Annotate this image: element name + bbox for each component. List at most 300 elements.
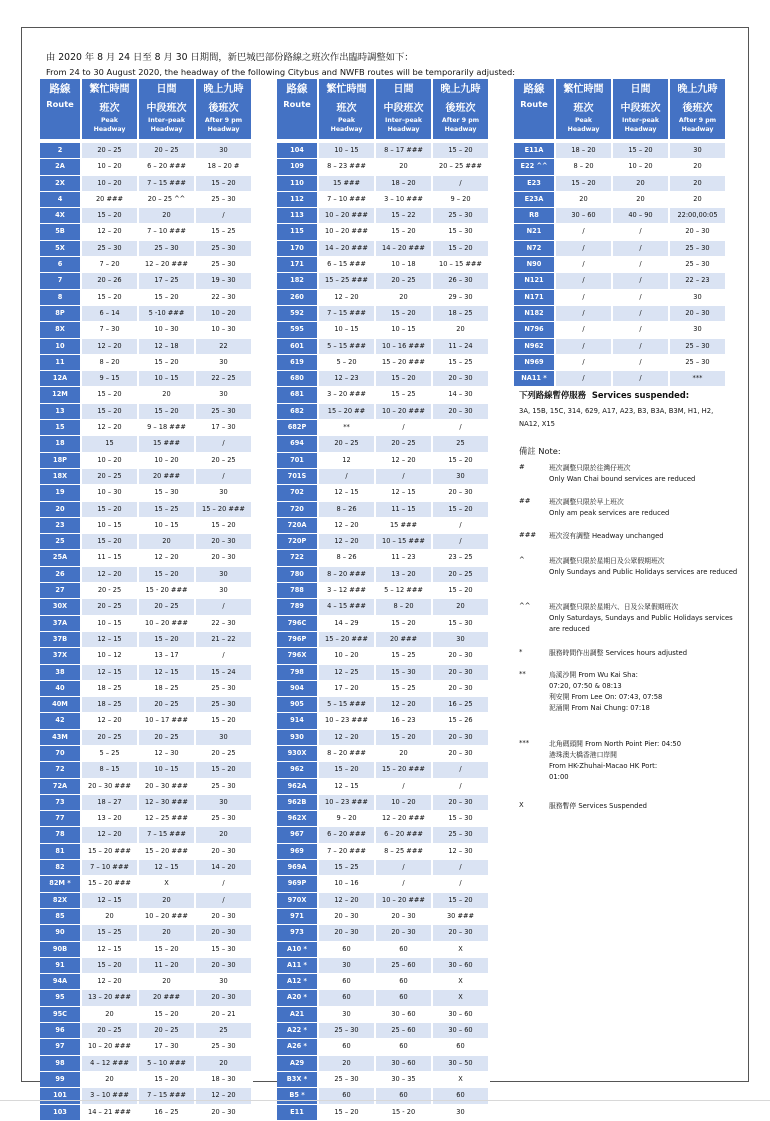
- route-cell: 701: [277, 453, 319, 469]
- table-row: [277, 404, 490, 420]
- route-cell: 20: [40, 502, 82, 518]
- headway-cell: 30: [196, 974, 253, 990]
- headway-cell: 14 – 20: [196, 860, 253, 876]
- headway-cell: 20: [139, 534, 196, 550]
- route-cell: 18X: [40, 469, 82, 485]
- headway-cell: 10 – 23 ###: [319, 713, 376, 729]
- route-cell: 30X: [40, 599, 82, 615]
- headway-cell: 10 – 20 ###: [82, 1039, 139, 1055]
- headway-cell: 8 – 15: [82, 762, 139, 778]
- note-line: Only Saturdays, Sundays and Public Holidays services are reduced: [549, 614, 733, 633]
- table-row: [40, 371, 253, 387]
- headway-cell: 20 – 25: [139, 599, 196, 615]
- route-cell: 969A: [277, 860, 319, 876]
- headway-cell: X: [433, 990, 490, 1006]
- headway-cell: 14 – 29: [319, 616, 376, 632]
- route-cell: 905: [277, 697, 319, 713]
- headway-cell: 20 – 30: [433, 371, 490, 387]
- route-cell: 595: [277, 322, 319, 338]
- headway-cell: /: [376, 860, 433, 876]
- headway-cell: 15 – 25: [319, 860, 376, 876]
- headway-cell: 30 – 60: [376, 1056, 433, 1072]
- headway-cell: 20 – 25: [196, 453, 253, 469]
- table-row: [40, 827, 253, 843]
- route-cell: 26: [40, 567, 82, 583]
- table-row: [40, 762, 253, 778]
- headway-cell: 60: [319, 1039, 376, 1055]
- headway-cell: 60: [376, 974, 433, 990]
- headway-cell: 21 – 22: [196, 632, 253, 648]
- night-header-zh1: 晚上九時: [440, 84, 481, 95]
- route-cell: 6: [40, 257, 82, 273]
- headway-cell: 15 - 20 ###: [139, 583, 196, 599]
- headway-cell: 10 – 15: [139, 371, 196, 387]
- headway-cell: 20: [319, 1056, 376, 1072]
- headway-cell: 3 – 20 ###: [319, 387, 376, 403]
- route-cell: 23: [40, 518, 82, 534]
- night-header: [433, 79, 490, 139]
- note-body: [549, 556, 739, 578]
- inter-header-en2: Headway: [624, 125, 657, 133]
- table-row: [40, 387, 253, 403]
- route-cell: 82X: [40, 893, 82, 909]
- headway-cell: 15: [82, 436, 139, 452]
- headway-cell: 15 – 20: [196, 518, 253, 534]
- note-line: 北角碼頭開 From North Point Pier: 04:50: [549, 740, 682, 748]
- headway-cell: 30 – 35: [376, 1072, 433, 1088]
- header-zh: 由 2020 年 8 月 24 日至 8 月 30 日期間，新巴城巴部份路線之班次作出臨時調整如下：: [46, 52, 414, 63]
- inter-header-zh1: 日間: [156, 84, 177, 95]
- headway-cell: 15 – 20 ###: [82, 876, 139, 892]
- route-cell: 37X: [40, 648, 82, 664]
- route-cell: 971: [277, 909, 319, 925]
- headway-cell: 26 – 30: [433, 273, 490, 289]
- peak-header-zh1: 繁忙時間: [563, 84, 604, 95]
- headway-cell: 22 – 30: [196, 290, 253, 306]
- headway-cell: 5 -10 ###: [139, 306, 196, 322]
- route-cell: 82M *: [40, 876, 82, 892]
- route-cell: 680: [277, 371, 319, 387]
- peak-header-en2: Headway: [93, 125, 126, 133]
- route-cell: 694: [277, 436, 319, 452]
- headway-cell: 12 – 15: [82, 632, 139, 648]
- headway-cell: 15 ###: [139, 436, 196, 452]
- route-cell: A21: [277, 1007, 319, 1023]
- route-cell: B5 *: [277, 1088, 319, 1104]
- note-symbol: ***: [519, 739, 530, 747]
- headway-cell: 20 – 30: [196, 990, 253, 1006]
- headway-cell: 12 – 30: [433, 844, 490, 860]
- headway-cell: 25 – 30: [196, 192, 253, 208]
- headway-cell: 15 – 30: [433, 811, 490, 827]
- headway-cell: 16 – 25: [433, 697, 490, 713]
- table-row: [40, 273, 253, 289]
- headway-cell: 20 – 30: [196, 844, 253, 860]
- headway-cell: 20 – 25 ###: [433, 159, 490, 175]
- headway-cell: 12 – 20: [319, 290, 376, 306]
- table-row: [40, 648, 253, 664]
- headway-cell: 10 – 30: [139, 322, 196, 338]
- table-row: [277, 241, 490, 257]
- headway-cell: 15 – 20: [319, 762, 376, 778]
- headway-cell: 15 – 20: [196, 713, 253, 729]
- headway-cell: 18 – 30: [196, 1072, 253, 1088]
- headway-cell: 10 – 20: [82, 453, 139, 469]
- peak-header: [82, 79, 139, 139]
- headway-table-2: [277, 79, 490, 1121]
- night-header-zh2: 後班次: [682, 103, 713, 114]
- headway-cell: 15 – 20: [376, 306, 433, 322]
- headway-cell: 20 – 30: [376, 909, 433, 925]
- night-header-zh2: 後班次: [208, 103, 239, 114]
- headway-cell: 12 – 15: [139, 860, 196, 876]
- table-row: [277, 1072, 490, 1088]
- table-row: [40, 876, 253, 892]
- route-cell: 722: [277, 550, 319, 566]
- route-cell: 72: [40, 762, 82, 778]
- headway-cell: 25 – 30: [139, 241, 196, 257]
- headway-cell: /: [196, 876, 253, 892]
- headway-cell: 15 ###: [319, 176, 376, 192]
- table-row: [277, 665, 490, 681]
- route-cell: 96: [40, 1023, 82, 1039]
- table-row: [40, 925, 253, 941]
- headway-cell: 20 ###: [139, 469, 196, 485]
- table-row: [40, 730, 253, 746]
- table-row: [40, 143, 253, 159]
- route-header: [277, 79, 319, 139]
- route-cell: 702: [277, 485, 319, 501]
- table-row: [40, 518, 253, 534]
- headway-cell: 20: [82, 909, 139, 925]
- inter-header-zh2: 中段班次: [146, 103, 187, 114]
- table-row: [40, 632, 253, 648]
- headway-cell: 30: [196, 795, 253, 811]
- route-cell: A12 *: [277, 974, 319, 990]
- headway-cell: 12 – 25: [319, 665, 376, 681]
- note-symbol: ^^: [519, 602, 531, 610]
- headway-cell: 20 ###: [139, 990, 196, 1006]
- inter-header-en1: Inter–peak: [385, 117, 422, 124]
- route-cell: 601: [277, 339, 319, 355]
- headway-cell: 25: [196, 1023, 253, 1039]
- headway-cell: 15 – 20 ###: [139, 844, 196, 860]
- headway-cell: 15 – 20: [319, 1105, 376, 1121]
- headway-cell: 60: [376, 1039, 433, 1055]
- headway-cell: 16 – 25: [139, 1105, 196, 1121]
- headway-cell: 15 – 20 ###: [319, 632, 376, 648]
- note-line: 班次調整只限於星期日及公眾假期班次: [549, 557, 665, 565]
- route-cell: 592: [277, 306, 319, 322]
- table-row: [40, 290, 253, 306]
- table-row: [277, 159, 490, 175]
- route-cell: 681: [277, 387, 319, 403]
- headway-cell: 15 – 20: [433, 241, 490, 257]
- headway-cell: X: [433, 942, 490, 958]
- headway-cell: /: [613, 306, 670, 322]
- headway-cell: 10 – 17 ###: [139, 713, 196, 729]
- peak-header-zh2: 班次: [99, 103, 120, 114]
- headway-cell: 10 – 20: [139, 453, 196, 469]
- note-line: Only am peak services are reduced: [549, 509, 670, 517]
- peak-header-en1: Peak: [100, 117, 119, 124]
- headway-cell: 8 – 20: [376, 599, 433, 615]
- route-cell: 40M: [40, 697, 82, 713]
- headway-cell: 15 – 20: [433, 583, 490, 599]
- table-row: [40, 176, 253, 192]
- headway-cell: 10 – 20 ###: [139, 909, 196, 925]
- table-row: [40, 583, 253, 599]
- headway-cell: 8 – 20 ###: [319, 567, 376, 583]
- headway-cell: 10 – 15: [376, 322, 433, 338]
- headway-cell: /: [376, 469, 433, 485]
- headway-cell: 20 – 30: [319, 909, 376, 925]
- headway-cell: 30 – 60: [433, 1007, 490, 1023]
- table-row: [40, 1072, 253, 1088]
- headway-cell: 15 – 20: [433, 893, 490, 909]
- route-header-en: Route: [283, 99, 311, 109]
- headway-cell: 20 – 26: [82, 273, 139, 289]
- table-row: [277, 469, 490, 485]
- table-row: [277, 909, 490, 925]
- headway-cell: 18 – 20: [376, 176, 433, 192]
- headway-cell: 12 – 20: [319, 518, 376, 534]
- route-cell: 973: [277, 925, 319, 941]
- table-row: [277, 273, 490, 289]
- peak-header-zh2: 班次: [336, 103, 357, 114]
- headway-cell: 11 – 15: [82, 550, 139, 566]
- headway-cell: /: [196, 208, 253, 224]
- headway-cell: 12 – 20: [319, 893, 376, 909]
- headway-cell: 18 – 25: [433, 306, 490, 322]
- table-row: [40, 1056, 253, 1072]
- table-row: [277, 387, 490, 403]
- headway-cell: 4 – 12 ###: [82, 1056, 139, 1072]
- route-cell: A26 *: [277, 1039, 319, 1055]
- route-cell: 682: [277, 404, 319, 420]
- headway-cell: 30: [196, 387, 253, 403]
- headway-cell: 9 – 20: [433, 192, 490, 208]
- headway-cell: 10 – 20 ###: [139, 616, 196, 632]
- route-cell: 789: [277, 599, 319, 615]
- headway-cell: 15 – 22: [376, 208, 433, 224]
- headway-cell: 16 – 23: [376, 713, 433, 729]
- note-line: 班次調整只限於星期六、日及公眾假期班次: [549, 603, 679, 611]
- route-cell: N171: [514, 290, 556, 306]
- headway-cell: 3 – 10 ###: [376, 192, 433, 208]
- route-cell: 8P: [40, 306, 82, 322]
- table-row: [40, 893, 253, 909]
- headway-cell: 9 – 15: [82, 371, 139, 387]
- notes-title: 備註 Note:: [519, 446, 561, 456]
- table-row: [277, 550, 490, 566]
- headway-cell: /: [613, 290, 670, 306]
- headway-cell: 20: [670, 159, 727, 175]
- headway-cell: 12 – 20: [82, 827, 139, 843]
- route-cell: 43M: [40, 730, 82, 746]
- headway-cell: 20: [433, 322, 490, 338]
- peak-header-zh2: 班次: [573, 103, 594, 114]
- peak-header: [556, 79, 613, 139]
- headway-cell: 5 – 12 ###: [376, 583, 433, 599]
- route-cell: 94A: [40, 974, 82, 990]
- headway-cell: 60: [433, 1088, 490, 1104]
- headway-cell: 20: [376, 159, 433, 175]
- route-cell: 962B: [277, 795, 319, 811]
- table-row: [514, 224, 727, 240]
- route-cell: 98: [40, 1056, 82, 1072]
- table-row: [514, 241, 727, 257]
- route-cell: 796C: [277, 616, 319, 632]
- headway-cell: 6 – 20 ###: [319, 827, 376, 843]
- headway-cell: 12 – 15: [82, 893, 139, 909]
- route-cell: 930X: [277, 746, 319, 762]
- route-cell: 962X: [277, 811, 319, 827]
- headway-cell: 10 – 15: [82, 616, 139, 632]
- headway-cell: /: [196, 648, 253, 664]
- headway-cell: 10 – 18: [376, 257, 433, 273]
- inter-header: [139, 79, 196, 139]
- note-line: 班次沒有調整 Headway unchanged: [549, 532, 664, 540]
- headway-cell: 10 – 15: [139, 518, 196, 534]
- route-cell: E23: [514, 176, 556, 192]
- headway-cell: 15 – 20 ###: [376, 762, 433, 778]
- table-row: [40, 1088, 253, 1104]
- table-row: [40, 159, 253, 175]
- note-symbol: #: [519, 463, 525, 471]
- route-cell: 930: [277, 730, 319, 746]
- headway-cell: /: [376, 876, 433, 892]
- headway-cell: 25 – 60: [376, 958, 433, 974]
- headway-cell: 12 – 30 ###: [139, 795, 196, 811]
- table-row: [40, 420, 253, 436]
- headway-cell: 15 – 20: [139, 567, 196, 583]
- headway-cell: 15 – 20: [433, 143, 490, 159]
- note-line: 服務時間作出調整 Services hours adjusted: [549, 649, 688, 657]
- table-row: [277, 762, 490, 778]
- route-cell: 2X: [40, 176, 82, 192]
- headway-cell: 7 – 10 ###: [319, 192, 376, 208]
- headway-cell: 10 – 16: [319, 876, 376, 892]
- night-header-en1: After 9 pm: [678, 117, 717, 124]
- route-cell: 720A: [277, 518, 319, 534]
- table-row: [514, 306, 727, 322]
- route-cell: 109: [277, 159, 319, 175]
- suspended-list: 3A, 15B, 15C, 314, 629, A17, A23, B3, B3A, B3M, H1, H2, NA12, X15: [519, 407, 714, 428]
- table-row: [277, 730, 490, 746]
- headway-cell: 20 – 30: [433, 730, 490, 746]
- headway-cell: 17 – 25: [139, 273, 196, 289]
- route-cell: 37A: [40, 616, 82, 632]
- headway-cell: 15 – 26: [433, 713, 490, 729]
- route-cell: E23A: [514, 192, 556, 208]
- headway-cell: 12 – 20 ###: [139, 257, 196, 273]
- headway-cell: 7 – 30: [82, 322, 139, 338]
- headway-cell: 15 – 25: [376, 648, 433, 664]
- headway-cell: 23 – 25: [433, 550, 490, 566]
- route-cell: 19: [40, 485, 82, 501]
- headway-cell: 6 – 15 ###: [319, 257, 376, 273]
- note-body: [549, 531, 739, 542]
- headway-cell: 15 – 20: [139, 632, 196, 648]
- route-cell: 38: [40, 665, 82, 681]
- headway-cell: 30: [196, 583, 253, 599]
- route-cell: 969: [277, 844, 319, 860]
- route-cell: 914: [277, 713, 319, 729]
- table-row: [277, 1007, 490, 1023]
- route-cell: 8: [40, 290, 82, 306]
- headway-cell: 20: [376, 746, 433, 762]
- table-row: [277, 420, 490, 436]
- table-row: [40, 257, 253, 273]
- headway-cell: 20 – 30: [670, 224, 727, 240]
- inter-header-en1: Inter–peak: [622, 117, 659, 124]
- table-row: [277, 534, 490, 550]
- table-row: [277, 990, 490, 1006]
- table-row: [40, 681, 253, 697]
- night-header-en2: Headway: [681, 125, 714, 133]
- route-cell: 82: [40, 860, 82, 876]
- headway-cell: 25 – 60: [376, 1023, 433, 1039]
- table-row: [40, 502, 253, 518]
- headway-cell: 12 – 20: [82, 567, 139, 583]
- route-cell: 18: [40, 436, 82, 452]
- headway-cell: 20 – 30: [433, 648, 490, 664]
- headway-cell: 15 – 25: [376, 387, 433, 403]
- table-row: [40, 909, 253, 925]
- route-cell: 85: [40, 909, 82, 925]
- table-row: [277, 713, 490, 729]
- headway-cell: 20 – 25: [82, 730, 139, 746]
- headway-cell: 20 – 30: [670, 306, 727, 322]
- headway-cell: 20 – 30: [433, 485, 490, 501]
- headway-cell: 11 – 20: [139, 958, 196, 974]
- headway-cell: 20 – 25 ^^: [139, 192, 196, 208]
- headway-cell: 30 – 60: [376, 1007, 433, 1023]
- headway-cell: 20 – 30: [319, 925, 376, 941]
- headway-cell: 12 – 15: [82, 942, 139, 958]
- headway-table-3: [514, 79, 727, 387]
- headway-cell: 15 – 20: [139, 1007, 196, 1023]
- note-line: 港珠澳大橋香港口岸開: [549, 751, 617, 759]
- headway-cell: 12 – 20: [82, 420, 139, 436]
- table-row: [40, 339, 253, 355]
- table-row: [40, 811, 253, 827]
- note-line: 班次調整只限於往灣仔班次: [549, 464, 631, 472]
- table-row: [40, 192, 253, 208]
- route-cell: 967: [277, 827, 319, 843]
- route-cell: 112: [277, 192, 319, 208]
- headway-cell: /: [613, 339, 670, 355]
- headway-cell: 25 – 30: [319, 1023, 376, 1039]
- headway-cell: 14 – 21 ###: [82, 1105, 139, 1121]
- headway-cell: 12 – 20 ###: [376, 811, 433, 827]
- headway-cell: 15 – 20: [139, 290, 196, 306]
- headway-cell: 18 – 20 #: [196, 159, 253, 175]
- headway-cell: 25 – 30: [196, 1039, 253, 1055]
- route-cell: E11: [277, 1105, 319, 1121]
- headway-cell: 17 – 30: [139, 1039, 196, 1055]
- headway-cell: 20 – 25: [196, 746, 253, 762]
- headway-cell: 20: [376, 290, 433, 306]
- route-cell: A10 *: [277, 942, 319, 958]
- route-cell: E22 ^^: [514, 159, 556, 175]
- headway-cell: 25 – 30: [196, 697, 253, 713]
- headway-cell: 8 – 26: [319, 502, 376, 518]
- headway-cell: 12 – 30: [139, 746, 196, 762]
- route-cell: 25A: [40, 550, 82, 566]
- table-row: [277, 827, 490, 843]
